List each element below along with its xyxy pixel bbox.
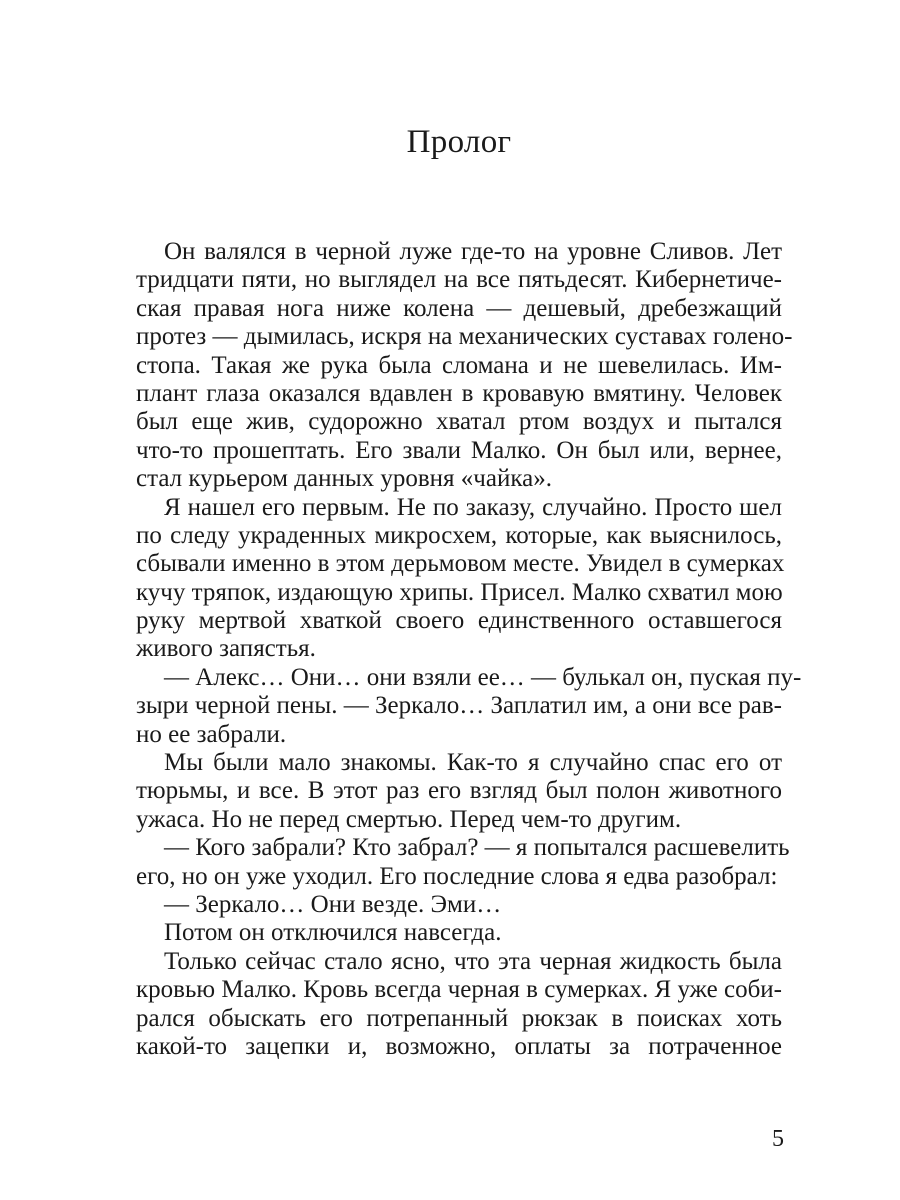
text-line: — Алекс… Они… они взяли ее… — булькал он, пуская пу- — [164, 663, 802, 691]
text-line: живого запястья. — [136, 635, 316, 663]
text-line: рался обыскать его потрепанный рюкзак в поисках хоть — [136, 1004, 782, 1032]
text-line: тюрьмы, и все. В этот раз его взгляд был полон животного — [136, 777, 782, 805]
text-line: — Кого забрали? Кто забрал? — я попытался расшевелить — [164, 834, 790, 862]
text-line: Он валялся в черной луже где-то на уровне Сливов. Лет — [164, 238, 782, 265]
page-number: 5 — [772, 1126, 784, 1152]
body-text — [136, 238, 802, 1061]
text-line: но ее забрали. — [136, 720, 287, 748]
text-line: протез — дымилась, искря на механических суставах голено- — [136, 323, 793, 351]
text-line: тридцати пяти, но выглядел на все пятьдесят. Кибернетиче- — [136, 266, 782, 294]
text-line: кучу тряпок, издающую хрипы. Присел. Малко схватил мою — [136, 578, 783, 606]
text-line: руку мертвой хваткой своего единственного оставшегося — [136, 607, 782, 635]
text-line: плант глаза оказался вдавлен в кровавую вмятину. Человек — [136, 379, 782, 407]
text-line: был еще жив, судорожно хватал ртом воздух и пытался — [136, 408, 782, 436]
text-line: стал курьером данных уровня «чайка». — [136, 465, 552, 493]
text-line: зыри черной пены. — Зеркало… Заплатил им, а они все рав- — [136, 692, 782, 720]
text-line: что-то прошептать. Его звали Малко. Он был или, вернее, — [136, 436, 782, 464]
text-line: Потом он отключился навсегда. — [164, 919, 502, 947]
text-line: Только сейчас стало ясно, что эта черная жидкость была — [164, 947, 782, 975]
chapter-title: Пролог — [406, 124, 512, 160]
text-line: Мы были мало знакомы. Как-то я случайно спас его от — [164, 749, 782, 777]
text-line: кровью Малко. Кровь всегда черная в сумерках. Я уже соби- — [136, 976, 782, 1004]
text-line: ская правая нога ниже колена — дешевый, дребезжащий — [136, 294, 782, 322]
text-line: по следу украденных микросхем, которые, как выяснилось, — [136, 521, 782, 549]
text-line: его, но он уже уходил. Его последние слова я едва разобрал: — [136, 862, 778, 890]
text-line: стопа. Такая же рука была сломана и не шевелилась. Им- — [136, 351, 782, 379]
text-line: Я нашел его первым. Не по заказу, случайно. Просто шел — [164, 493, 782, 521]
text-line: ужаса. Но не перед смертью. Перед чем-то другим. — [136, 805, 682, 833]
text-line: сбывали именно в этом дерьмовом месте. Увидел в сумерках — [136, 550, 785, 578]
text-line: какой-то зацепки и, возможно, оплаты за потраченное — [136, 1032, 782, 1060]
text-line: — Зеркало… Они везде. Эми… — [164, 890, 502, 918]
